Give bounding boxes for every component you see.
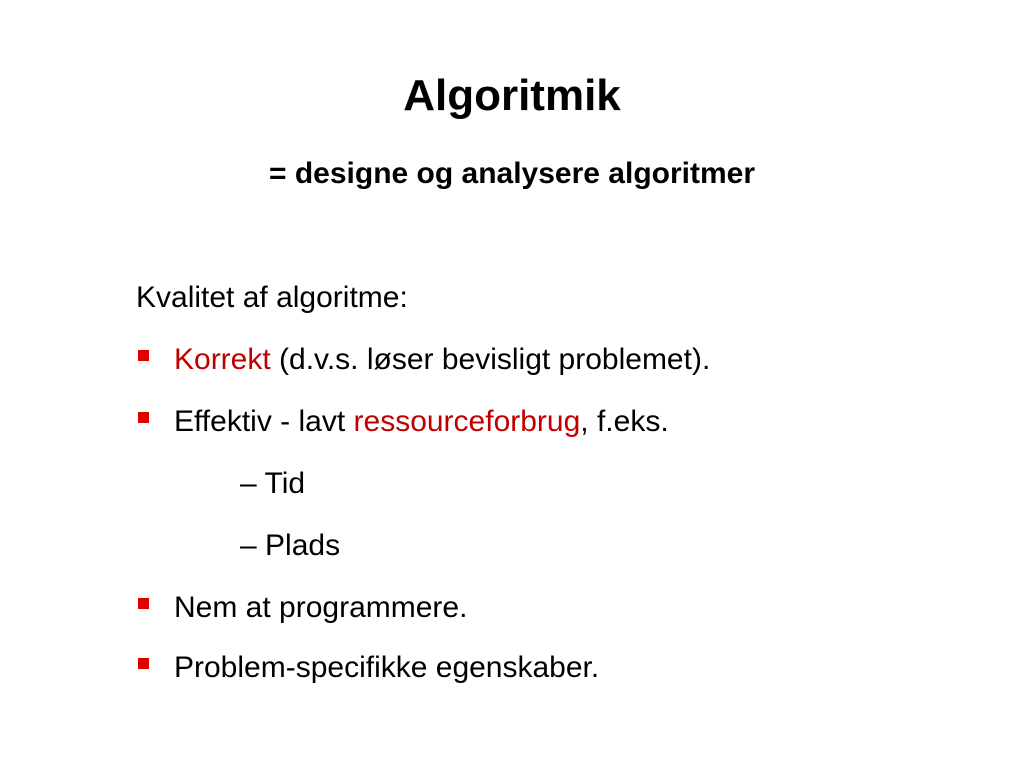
- bullet-text: (d.v.s. løser bevisligt problemet).: [270, 343, 711, 376]
- highlight-text: Korrekt: [174, 343, 271, 376]
- square-bullet-icon: [138, 350, 149, 361]
- bullet-item-nem: Nem at programmere.: [174, 591, 468, 624]
- square-bullet-icon: [138, 412, 149, 423]
- square-bullet-icon: [138, 658, 149, 669]
- intro-text: Kvalitet af algoritme:: [136, 281, 408, 314]
- sub-item-tid: – Tid: [240, 467, 306, 500]
- bullet-text: , f.eks.: [580, 405, 669, 438]
- bullet-text: Effektiv - lavt: [174, 405, 354, 438]
- sub-item-plads: – Plads: [240, 529, 341, 562]
- bullet-item-problem: Problem-specifikke egenskaber.: [174, 651, 600, 684]
- highlight-text: ressourceforbrug: [353, 405, 581, 438]
- bullet-item-korrekt: [174, 340, 710, 380]
- square-bullet-icon: [138, 598, 149, 609]
- slide-subtitle: = designe og analysere algoritmer: [268, 157, 756, 190]
- slide-title: Algoritmik: [403, 71, 621, 120]
- bullet-item-effektiv: [174, 402, 669, 442]
